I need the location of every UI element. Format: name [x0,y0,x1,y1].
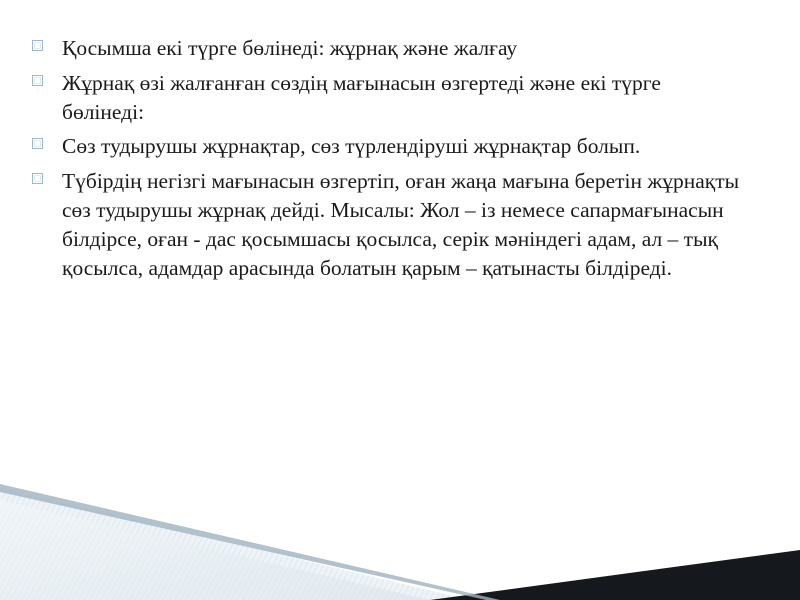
square-bullet-icon [32,40,43,51]
list-item [28,69,748,127]
bullet-text: Сөз тудырушы жұрнақтар, сөз түрлендіруші жұрнақтар болып. [62,134,641,159]
decorative-corner-graphic [0,470,800,600]
bullet-list [28,34,748,282]
square-bullet-icon [32,75,43,86]
slide-content [28,34,748,288]
list-item [28,34,748,63]
list-item [28,167,748,282]
bullet-text: Қосымша екі түрге бөлінеді: жұрнақ және жалғау [62,36,518,60]
list-item [28,132,748,161]
bullet-text: Түбірдің негізгі мағынасын өзгертіп, оған жаңа мағына беретін жұрнақты сөз тудырушы жұрнақ дейді. Мысалы: Жол – із немесе сапармағынасын білдірсе, оған - дас қосымшасы қосылса, серік мәніндегі адам, ал – тық қосылса, адамдар арасында болатын қарым – қатынасты білдіреді. [62,169,740,280]
square-bullet-icon [32,138,43,149]
square-bullet-icon [32,173,43,184]
bullet-text: Жұрнақ өзі жалғанған сөздің мағынасын өзгертеді және екі түрге бөлінеді: [62,70,661,124]
